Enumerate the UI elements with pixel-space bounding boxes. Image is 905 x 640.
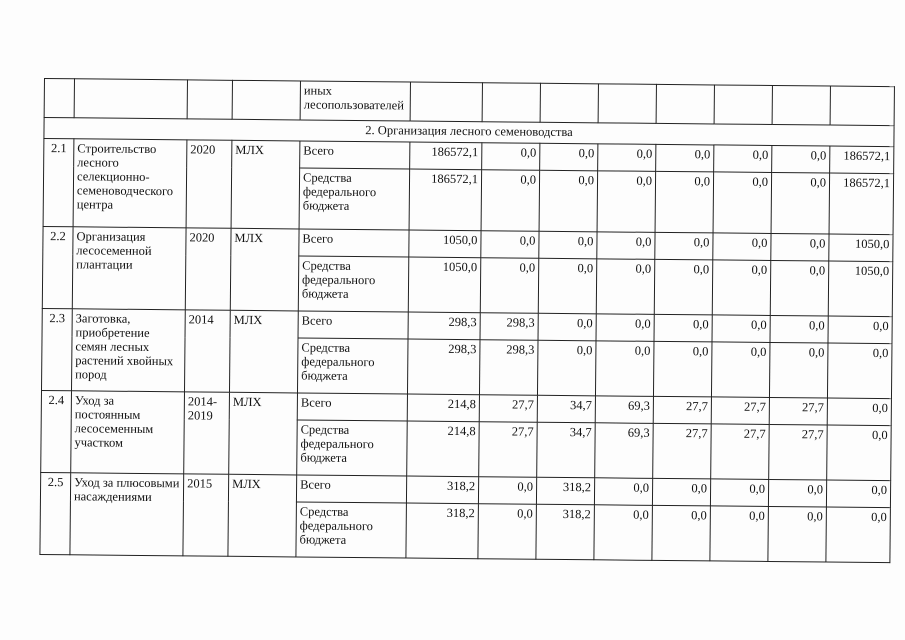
year-value: 0,0 [826, 480, 890, 508]
funding-source: Всего [297, 393, 407, 421]
year-value: 298,3 [480, 313, 538, 341]
item-number: 2.1 [43, 139, 74, 227]
year-value: 0,0 [538, 258, 597, 314]
year-value: 0,0 [598, 144, 656, 172]
empty-cell [187, 80, 232, 119]
year-value: 0,0 [596, 314, 654, 342]
year-value: 0,0 [537, 340, 596, 396]
year-value: 0,0 [772, 145, 830, 173]
total-value: 1050,0 [409, 230, 481, 258]
year-value: 34,7 [537, 422, 596, 478]
activity-year: 2020 [185, 228, 231, 310]
scanned-table-wrapper [39, 78, 894, 563]
funding-source: Средства федерального бюджета [298, 256, 409, 312]
funding-source: Всего [300, 141, 410, 169]
total-value: 298,3 [408, 312, 480, 340]
executor: МЛХ [231, 140, 300, 229]
empty-cell [482, 83, 540, 123]
year-value: 0,0 [653, 341, 712, 397]
activity-year: 2015 [183, 474, 229, 556]
year-value: 0,0 [481, 231, 539, 259]
year-value: 0,0 [771, 172, 830, 234]
year-value: 0,0 [770, 260, 829, 316]
executor: МЛХ [229, 310, 298, 393]
year-value: 0,0 [827, 398, 891, 426]
item-number: 2.5 [40, 472, 71, 554]
year-value: 27,7 [769, 424, 828, 480]
year-value: 0,0 [655, 232, 713, 260]
executor: МЛХ [229, 392, 298, 475]
total-value: 186572,1 [409, 169, 482, 231]
year-value: 0,0 [827, 343, 892, 399]
total-value: 186572,1 [410, 142, 482, 170]
year-value: 0,0 [712, 260, 771, 316]
table-body [40, 79, 895, 563]
empty-cell [598, 84, 656, 124]
funding-source: Средства федерального бюджета [297, 420, 408, 476]
year-value: 0,0 [711, 342, 770, 398]
funding-source: Средства федерального бюджета [299, 168, 410, 230]
year-value: 27,7 [479, 395, 537, 423]
year-value: 0,0 [597, 232, 655, 260]
empty-cell [656, 84, 714, 124]
year-value: 0,0 [655, 171, 714, 233]
empty-cell [830, 86, 894, 126]
empty-cell [44, 79, 74, 118]
activity-name: Заготовка, приобретение семян лесных растений хвойных пород [71, 309, 185, 392]
item-number: 2.4 [41, 390, 72, 472]
funding-source: Всего [296, 475, 406, 503]
funding-source: Всего [299, 229, 409, 257]
funding-source: Средства федерального бюджета [297, 338, 408, 394]
year-value: 34,7 [537, 395, 595, 423]
year-value: 69,3 [595, 423, 654, 479]
total-value: 298,3 [407, 339, 480, 395]
executor: МЛХ [230, 228, 299, 311]
year-value: 318,2 [536, 477, 594, 505]
funding-source: Средства федерального бюджета [296, 502, 407, 558]
total-value: 318,2 [406, 503, 479, 559]
total-value: 1050,0 [408, 257, 481, 313]
year-value: 0,0 [771, 233, 829, 261]
executor: МЛХ [228, 474, 297, 557]
year-value: 0,0 [652, 505, 711, 561]
section-title: 2. Организация лесного семеноводства [44, 118, 894, 147]
year-value: 27,7 [711, 397, 769, 425]
total-value: 318,2 [406, 476, 478, 504]
year-value: 0,0 [654, 314, 712, 342]
year-value: 0,0 [538, 313, 596, 341]
year-value: 0,0 [594, 505, 653, 561]
year-value: 27,7 [479, 422, 538, 478]
year-value: 0,0 [828, 316, 892, 344]
activity-year: 2014-2019 [184, 392, 230, 474]
year-value: 0,0 [768, 479, 826, 507]
year-value: 0,0 [482, 143, 540, 171]
year-value: 0,0 [827, 425, 892, 481]
activity-name: Организация лесосеменной плантации [72, 227, 186, 310]
year-value: 0,0 [826, 507, 891, 563]
year-value: 0,0 [478, 477, 536, 505]
year-value: 0,0 [710, 479, 768, 507]
year-value: 0,0 [712, 315, 770, 343]
year-value: 0,0 [768, 506, 827, 562]
year-value: 1050,0 [829, 234, 893, 262]
year-value: 0,0 [478, 504, 537, 560]
year-value: 318,2 [536, 504, 595, 560]
year-value: 0,0 [539, 231, 597, 259]
empty-cell [540, 83, 598, 123]
year-value: 0,0 [595, 341, 654, 397]
activity-name: Строительство лесного селекционно-семеноводческого центра [73, 139, 187, 228]
total-value: 214,8 [407, 421, 480, 477]
activity-name: Уход за плюсовыми насаждениями [70, 473, 184, 556]
year-value: 69,3 [595, 396, 653, 424]
year-value: 0,0 [769, 342, 828, 398]
year-value: 0,0 [597, 171, 656, 233]
source-label-cell: иных лесопользователей [300, 81, 410, 121]
year-value: 0,0 [539, 170, 598, 232]
total-value: 214,8 [407, 394, 479, 422]
year-value: 27,7 [653, 423, 712, 479]
year-value: 27,7 [653, 396, 711, 424]
year-value: 0,0 [594, 478, 652, 506]
year-value: 186572,1 [829, 173, 894, 235]
item-number: 2.3 [42, 308, 73, 390]
activity-name: Уход за постоянным лесосеменным участком [71, 391, 185, 474]
year-value: 0,0 [713, 172, 772, 234]
year-value: 0,0 [656, 144, 714, 172]
year-value: 186572,1 [830, 146, 894, 174]
year-value: 0,0 [596, 259, 655, 315]
year-value: 0,0 [481, 170, 540, 232]
year-value: 0,0 [654, 259, 713, 315]
year-value: 0,0 [652, 478, 710, 506]
empty-cell [772, 85, 830, 125]
year-value: 27,7 [769, 397, 827, 425]
year-value: 0,0 [480, 258, 539, 314]
item-number: 2.2 [42, 226, 73, 308]
empty-cell [410, 82, 482, 122]
year-value: 0,0 [713, 233, 771, 261]
year-value: 1050,0 [828, 261, 893, 317]
empty-cell [232, 80, 300, 120]
year-value: 0,0 [714, 145, 772, 173]
activity-year: 2014 [184, 310, 230, 392]
year-value: 0,0 [770, 315, 828, 343]
funding-source: Всего [298, 311, 408, 339]
activity-year: 2020 [186, 140, 232, 228]
year-value: 0,0 [710, 506, 769, 562]
empty-cell [74, 79, 187, 119]
empty-cell [714, 85, 772, 125]
budget-table [39, 78, 895, 563]
year-value: 0,0 [540, 143, 598, 171]
year-value: 27,7 [711, 424, 770, 480]
year-value: 298,3 [479, 340, 538, 396]
